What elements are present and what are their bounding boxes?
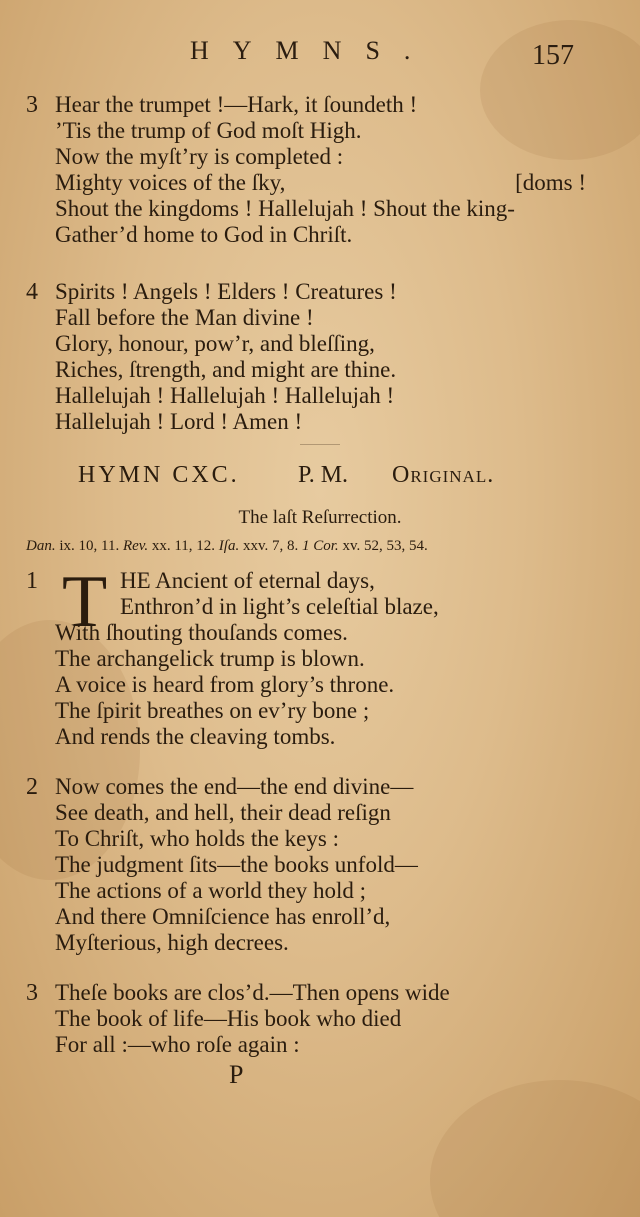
verse-line: Spirits ! Angels ! Elders ! Creatures ! [55,279,397,304]
verse-line: ’Tis the trump of God moſt High. [55,118,362,143]
ref-verses: xv. 52, 53, 54. [342,538,428,554]
overhang-word: [doms ! [515,170,586,195]
verse-line: Now the myſt’ry is completed : [55,144,344,169]
verse-line: See death, and hell, their dead reſign [55,800,391,825]
ref-book: 1 Cor. [302,538,339,554]
hymn-subtitle: The laſt Reſurrection. [238,507,402,528]
verse-line: Mighty voices of the ſky, [55,170,286,195]
hymn-meter: P. M. [298,462,349,488]
verse-line: The judgment ſits—the books unfold— [55,852,418,877]
stanza-number: 1 [26,568,38,594]
stanza-number: 3 [26,980,38,1006]
verse-line: And there Omniſcience has enroll’d, [55,904,391,929]
verse-line: Riches, ſtrength, and might are thine. [55,357,397,382]
ref-book: Dan. [26,538,56,554]
verse-line: Hallelujah ! Lord ! Amen ! [55,409,303,434]
hymn-heading [0,462,640,494]
signature-mark: P [229,1060,244,1089]
scripture-references [26,538,428,555]
verse-line: Now comes the end—the end divine— [55,774,414,799]
verse-line: The actions of a world they hold ; [55,878,367,903]
verse-line: With ſhouting thouſands comes. [55,620,348,645]
verse-line: And rends the cleaving tombs. [55,724,336,749]
verse-line: A voice is heard from glory’s throne. [55,672,395,697]
drop-cap: T [62,561,108,643]
ref-book: Iſa. [218,538,240,554]
page-number: 157 [532,40,574,71]
ref-book: Rev. [122,538,149,554]
page-header [0,36,640,76]
verse-line: The ſpirit breathes on ev’ry bone ; [55,698,370,723]
stanza-number: 3 [26,92,38,118]
stanza-number: 4 [26,279,38,305]
verse-line: For all :—who roſe again : [55,1032,300,1057]
verse-line: Hear the trumpet !—Hark, it ſoundeth ! [55,92,418,117]
verse-line: Myſterious, high decrees. [55,930,289,955]
ref-verses: xxv. 7, 8. [242,538,299,554]
hymn-origin: Original. [392,462,495,488]
verse-line: Enthron’d in light’s celeſtial blaze, [120,594,439,619]
verse-line: HE Ancient of eternal days, [120,568,375,593]
hymn-number: HYMN CXC. [78,462,240,488]
ref-verses: xx. 11, 12. [151,538,216,554]
verse-line: Glory, honour, pow’r, and bleſſing, [55,331,375,356]
verse-line: Shout the kingdoms ! Hallelujah ! Shout the king- [55,196,515,221]
verse-line: The book of life—His book who died [55,1006,402,1031]
running-head: HYMNS. [190,36,435,65]
ref-verses: ix. 10, 11. [59,538,120,554]
stanza-number: 2 [26,774,38,800]
verse-line: Fall before the Man divine ! [55,305,314,330]
verse-line: The archangelick trump is blown. [55,646,365,671]
verse-line: Theſe books are clos’d.—Then opens wide [55,980,450,1005]
section-divider [300,444,340,445]
verse-line: Gather’d home to God in Chriſt. [55,222,353,247]
verse-line: To Chriſt, who holds the keys : [55,826,339,851]
verse-line: Hallelujah ! Hallelujah ! Hallelujah ! [55,383,395,408]
paper-stain [430,1080,640,1217]
